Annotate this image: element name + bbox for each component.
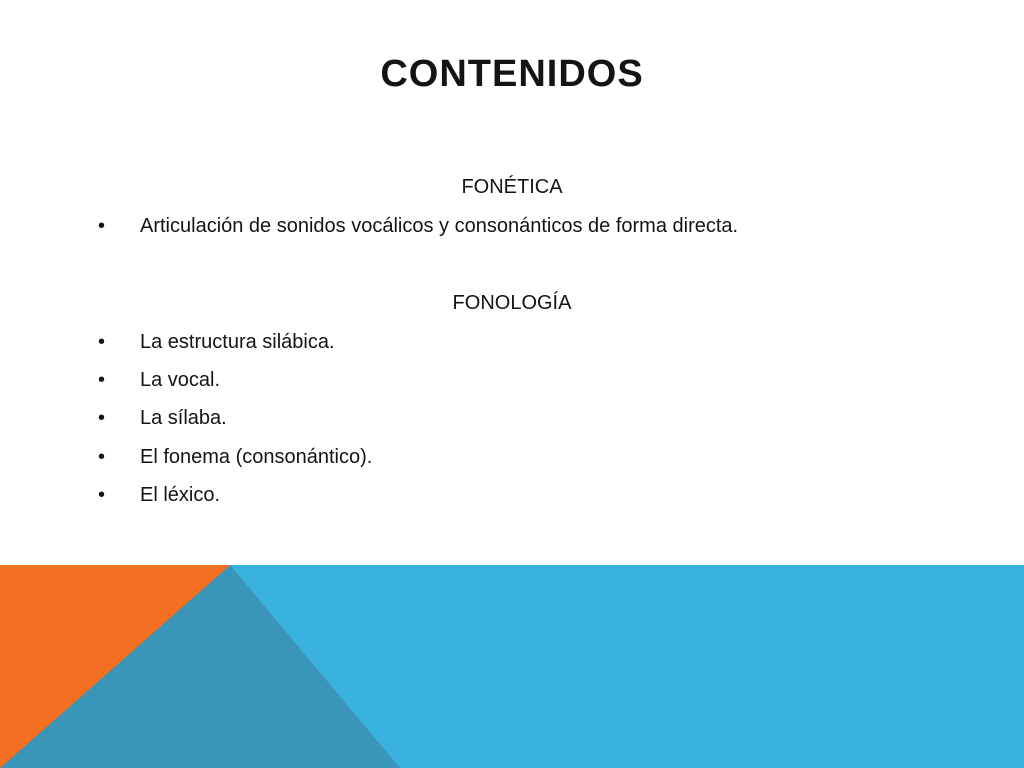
slide-title: CONTENIDOS — [380, 53, 644, 95]
list-item — [98, 404, 227, 432]
section-heading-fonologia: FONOLOGÍA — [452, 292, 572, 314]
list-item-text: La sílaba. — [140, 407, 227, 429]
list-item-text: El léxico. — [140, 484, 221, 506]
bullet-icon: • — [98, 484, 106, 506]
bullet-icon: • — [98, 331, 106, 353]
list-item — [98, 328, 335, 356]
list-item — [98, 481, 220, 509]
list-item — [98, 366, 220, 394]
bullet-icon: • — [98, 407, 106, 429]
list-item-text: El fonema (consonántico). — [140, 446, 373, 468]
list-item — [98, 212, 738, 240]
bullet-icon: • — [98, 446, 106, 468]
bullet-icon: • — [98, 369, 106, 391]
list-item-text: La vocal. — [140, 369, 221, 391]
list-item-text: Articulación de sonidos vocálicos y consonánticos de forma directa. — [140, 215, 739, 237]
bullet-icon: • — [98, 215, 106, 237]
section-heading-fonetica: FONÉTICA — [461, 176, 563, 198]
decorative-footer-shapes — [0, 565, 1024, 768]
list-item — [98, 443, 372, 471]
list-item-text: La estructura silábica. — [140, 331, 335, 353]
